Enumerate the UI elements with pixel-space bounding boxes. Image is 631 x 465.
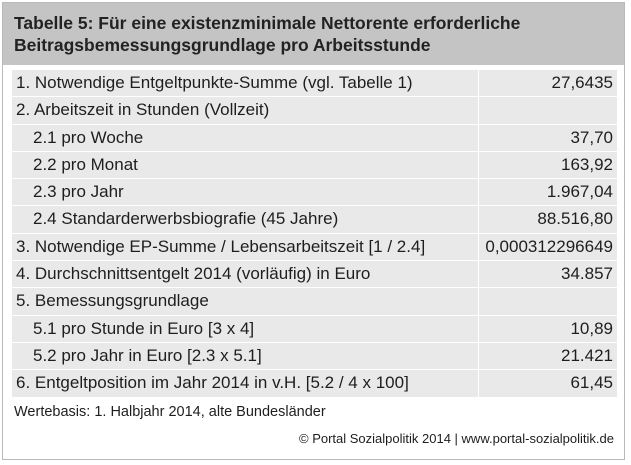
copyright-notice: © Portal Sozialpolitik 2014 | www.portal-sozialpolitik.de (299, 431, 614, 446)
row-label: 2.1 pro Woche (12, 125, 479, 151)
row-label: 4. Durchschnittsentgelt 2014 (vorläufig) in Euro (12, 261, 479, 287)
table-row (12, 179, 617, 206)
row-label: 2.3 pro Jahr (12, 179, 479, 205)
row-value: 1.967,04 (546, 182, 613, 202)
row-label: 5.1 pro Stunde in Euro [3 x 4] (12, 316, 479, 342)
row-value (479, 97, 617, 123)
table-row (12, 316, 617, 343)
row-value: 37,70 (570, 127, 613, 147)
row-label: 5. Bemessungsgrundlage (12, 288, 479, 314)
table-row (12, 97, 617, 124)
title-line-2: Beitragsbemessungsgrundlage pro Arbeitsstunde (14, 35, 431, 55)
row-label: 5.2 pro Jahr in Euro [2.3 x 5.1] (12, 343, 479, 369)
table-title (3, 3, 624, 65)
row-label: 2.2 pro Monat (12, 152, 479, 178)
row-value: 10,89 (570, 318, 613, 338)
row-label: 1. Notwendige Entgeltpunkte-Summe (vgl. Tabelle 1) (12, 70, 479, 96)
row-value: 163,92 (561, 154, 613, 174)
table-row (12, 125, 617, 152)
row-value (479, 288, 617, 314)
title-line-1: Tabelle 5: Für eine existenzminimale Nettorente erforderliche (14, 13, 521, 33)
table-card (2, 2, 625, 460)
table-row (12, 370, 617, 397)
row-value: 0,000312296649 (485, 236, 613, 256)
table-row (12, 206, 617, 233)
row-value: 21.421 (561, 345, 613, 365)
row-value: 27,6435 (551, 73, 613, 92)
footnote: Wertebasis: 1. Halbjahr 2014, alte Bundesländer (14, 404, 326, 420)
row-value: 88.516,80 (537, 209, 613, 229)
row-label: 2. Arbeitszeit in Stunden (Vollzeit) (12, 97, 479, 123)
table-row (12, 343, 617, 370)
row-value: 34.857 (561, 264, 613, 284)
row-value: 61,45 (570, 373, 613, 393)
table-row (12, 288, 617, 315)
row-label: 2.4 Standarderwerbsbiografie (45 Jahre) (12, 206, 479, 232)
table-row (12, 152, 617, 179)
row-label: 3. Notwendige EP-Summe / Lebensarbeitszeit [1 / 2.4] (12, 234, 479, 260)
table-row (12, 234, 617, 261)
data-table (12, 70, 617, 398)
table-row (12, 261, 617, 288)
row-label: 6. Entgeltposition im Jahr 2014 in v.H. [5.2 / 4 x 100] (12, 370, 479, 396)
table-row (12, 70, 617, 97)
